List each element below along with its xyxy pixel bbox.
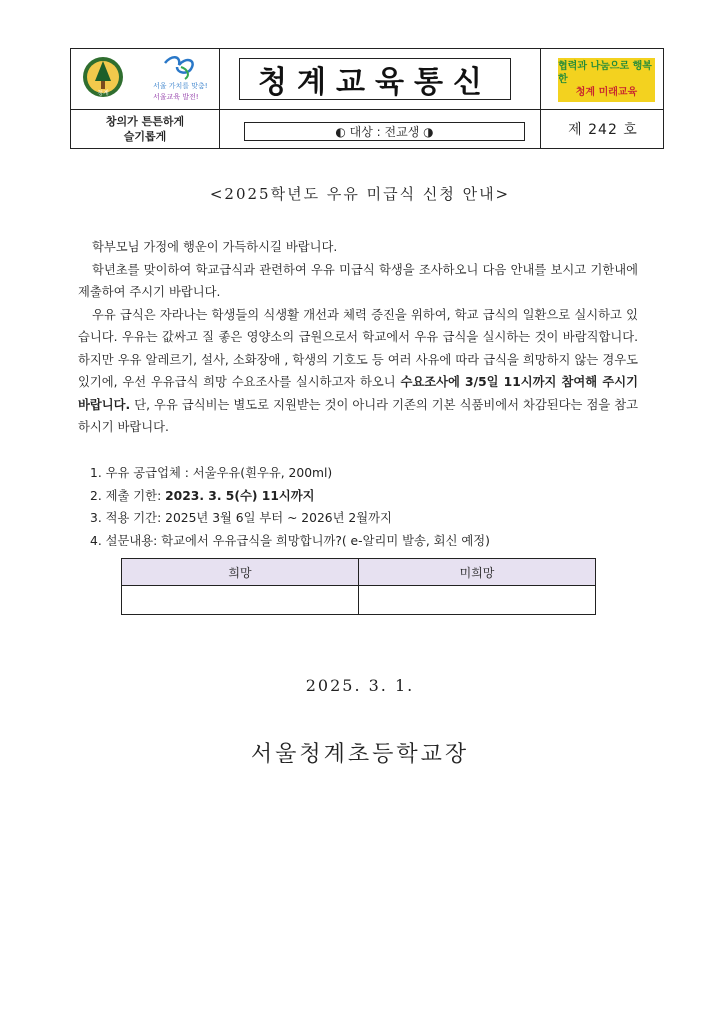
vision-badge xyxy=(558,58,655,102)
logo-area xyxy=(71,49,219,109)
cell-want xyxy=(122,586,359,615)
details-list xyxy=(90,462,630,552)
issue-date: 2025. 3. 1. xyxy=(305,676,415,695)
greeting-paragraph: 학부모님 가정에 행운이 가득하시길 바랍니다. xyxy=(92,240,338,254)
school-seal-icon xyxy=(81,55,125,99)
newsletter-header xyxy=(70,48,664,149)
intro-paragraph: 학년초를 맞이하여 학교급식과 관련하여 우유 미급식 학생을 조사하오니 다음 안내를 보시고 기한내에 제출하여 주시기 바랍니다. xyxy=(78,262,638,299)
cell-not-want xyxy=(359,586,596,615)
document-title: <2025학년도 우유 미급식 신청 안내> xyxy=(209,185,511,203)
main-paragraph xyxy=(78,304,638,439)
svg-text:서울교육 발전!: 서울교육 발전! xyxy=(153,93,199,101)
vision-line-1: 협력과 나눔으로 행복한 xyxy=(558,61,652,85)
education-slogan-logo xyxy=(151,55,215,105)
newsletter-title-box xyxy=(239,58,511,100)
svg-text:서울 가치를 맞춤!: 서울 가치를 맞춤! xyxy=(153,82,208,90)
target-audience: ◐ 대상 : 전교생 ◑ xyxy=(244,122,525,141)
header-not-want: 미희망 xyxy=(359,559,596,586)
document-body xyxy=(78,236,638,439)
preference-table xyxy=(121,558,596,615)
list-item-deadline xyxy=(90,485,630,508)
deadline-emphasis: 수요조사에 3/5일 11시까지 참여해 주시기 바랍니다. xyxy=(78,375,638,412)
motto-line-2: 슬기롭게 xyxy=(123,130,167,143)
signer: 서울청계초등학교장 xyxy=(250,742,470,767)
issue-number: 제 242 호 xyxy=(568,122,638,138)
header-want: 희망 xyxy=(122,559,359,586)
list-item-supplier: 1. 우유 공급업체 : 서울우유(흰우유, 200ml) xyxy=(90,466,333,480)
list-item-survey: 4. 설문내용: 학교에서 우유급식을 희망합니까?( e-알리미 발송, 회신 예정) xyxy=(90,533,490,548)
newsletter-title: 청계교육통신 xyxy=(258,65,492,100)
school-motto xyxy=(71,110,219,148)
list-item-period: 3. 적용 기간: 2025년 3월 6일 부터 ~ 2026년 2월까지 xyxy=(90,511,392,525)
main-paragraph-part-1: 우유 급식은 자라나는 학생들의 식생활 개선과 체력 증진을 위하여, 학교 급식의 일환으로 실시하고 있습니다. 우유는 값싸고 질 좋은 영양소의 급원으로서 학교에서 우유 급식을 실시하는 것이 바람직합니다. 하지만 우유 알레르기, 설사, 소화장애 , 학생의 기호도 등 여러 사유에 따라 급식을 희망하지 않는 경우도 있기에, 우선 우유급식 희망 수요조사를 실시하고자 하오니 xyxy=(78,307,638,389)
main-paragraph-part-2: 단, 우유 급식비는 별도로 지원받는 것이 아니라 기존의 기본 식품비에서 차감된다는 점을 참고하시기 바랍니다. xyxy=(78,397,638,434)
deadline-value: 2023. 3. 5(수) 11시까지 xyxy=(165,488,315,503)
vision-line-2: 청계 미래교육 xyxy=(575,87,638,98)
motto-line-1: 창의가 튼튼하게 xyxy=(105,115,185,128)
deadline-label: 2. 제출 기한: xyxy=(90,488,166,503)
svg-text:청계: 청계 xyxy=(97,90,109,97)
